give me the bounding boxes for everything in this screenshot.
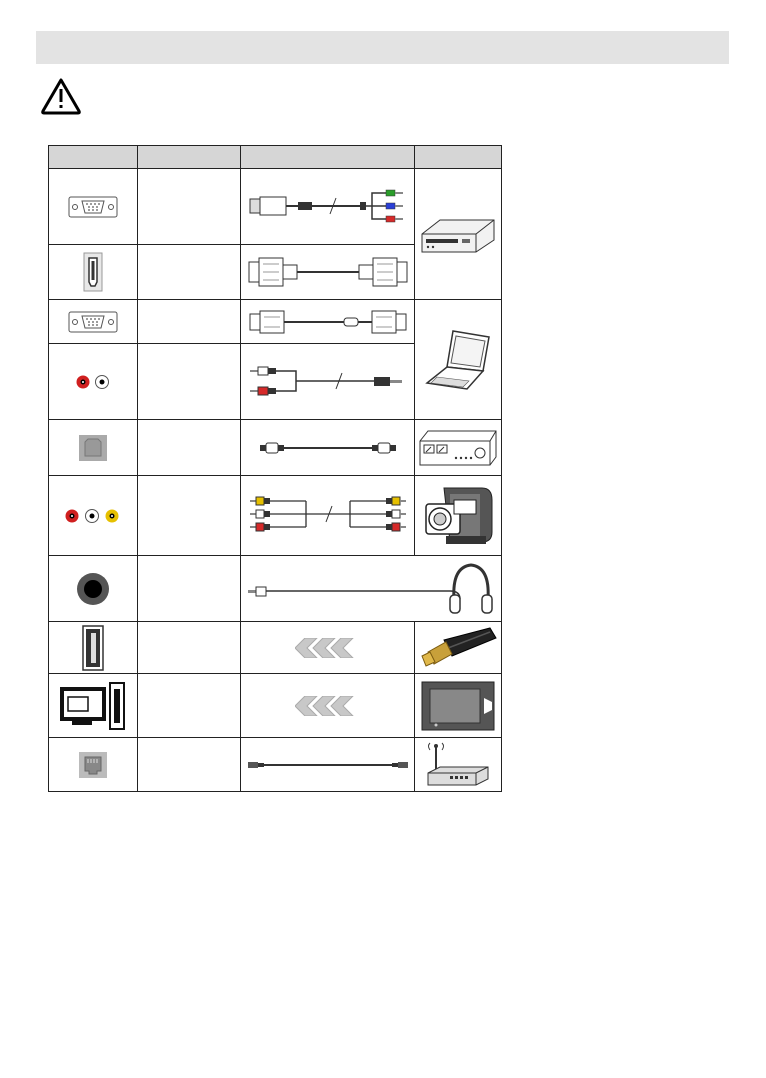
usb-port-icon xyxy=(82,625,104,671)
port-cell xyxy=(49,556,138,622)
cable-cell xyxy=(241,344,415,420)
table-row xyxy=(49,476,502,556)
dvd-player-icon xyxy=(420,212,496,256)
table-row xyxy=(49,420,502,476)
hdmi-cable-icon xyxy=(247,252,409,292)
ci-slot-icon xyxy=(58,681,128,731)
table-row xyxy=(49,556,502,622)
cable-cell xyxy=(241,245,415,300)
port-name-cell xyxy=(138,622,241,674)
port-cell xyxy=(49,622,138,674)
device-cell xyxy=(415,420,502,476)
headphone-cable-icon xyxy=(246,559,496,619)
port-name-cell xyxy=(138,420,241,476)
hdmi-port-icon xyxy=(83,252,103,292)
router-icon xyxy=(426,741,490,789)
device-cell xyxy=(415,674,502,738)
ethernet-port-icon xyxy=(78,751,108,779)
laptop-icon xyxy=(423,327,493,393)
insert-arrows-icon xyxy=(295,696,361,716)
table-header-row xyxy=(49,146,502,169)
cable-cell xyxy=(241,674,415,738)
port-name-cell xyxy=(138,344,241,420)
composite-av-port-icon xyxy=(64,508,122,524)
table-row xyxy=(49,622,502,674)
table-row xyxy=(49,738,502,792)
headphone-port-icon xyxy=(76,572,110,606)
cable-cell xyxy=(241,169,415,245)
vga-port-icon xyxy=(68,196,118,218)
device-cell xyxy=(415,476,502,556)
port-name-cell xyxy=(138,738,241,792)
connection-table xyxy=(48,145,502,792)
port-cell xyxy=(49,738,138,792)
amplifier-icon xyxy=(418,427,498,469)
vga-port-icon xyxy=(68,311,118,333)
port-cell xyxy=(49,674,138,738)
camcorder-icon xyxy=(420,480,496,552)
port-cell xyxy=(49,169,138,245)
optical-cable-icon xyxy=(258,440,398,456)
section-header-bar xyxy=(36,31,729,64)
cable-cell xyxy=(241,420,415,476)
warning-icon xyxy=(40,77,82,115)
table-row xyxy=(49,300,502,344)
table-row xyxy=(49,674,502,738)
usb-stick-icon xyxy=(418,626,498,670)
port-name-cell xyxy=(138,674,241,738)
cam-module-icon xyxy=(420,680,496,732)
column-header xyxy=(241,146,415,169)
device-cell xyxy=(415,300,502,420)
column-header xyxy=(138,146,241,169)
port-name-cell xyxy=(138,169,241,245)
column-header xyxy=(49,146,138,169)
audio-rca-port-icon xyxy=(75,374,111,390)
ethernet-cable-icon xyxy=(246,759,410,771)
av-rca-cable-icon xyxy=(248,494,408,538)
port-cell xyxy=(49,344,138,420)
port-cell xyxy=(49,245,138,300)
insert-arrows-icon xyxy=(295,638,361,658)
cable-cell xyxy=(241,476,415,556)
port-cell xyxy=(49,300,138,344)
device-cell xyxy=(415,738,502,792)
cable-cell xyxy=(241,622,415,674)
cable-cell xyxy=(241,300,415,344)
column-header xyxy=(415,146,502,169)
cable-cell xyxy=(241,738,415,792)
port-name-cell xyxy=(138,476,241,556)
port-cell xyxy=(49,420,138,476)
optical-port-icon xyxy=(78,434,108,462)
cable-cell xyxy=(241,556,502,622)
port-name-cell xyxy=(138,556,241,622)
port-name-cell xyxy=(138,245,241,300)
port-cell xyxy=(49,476,138,556)
rca-to-jack-cable-icon xyxy=(248,360,408,404)
device-cell xyxy=(415,169,502,300)
port-name-cell xyxy=(138,300,241,344)
table-row xyxy=(49,169,502,245)
vga-to-component-cable-icon xyxy=(248,187,408,227)
vga-cable-icon xyxy=(248,306,408,338)
device-cell xyxy=(415,622,502,674)
